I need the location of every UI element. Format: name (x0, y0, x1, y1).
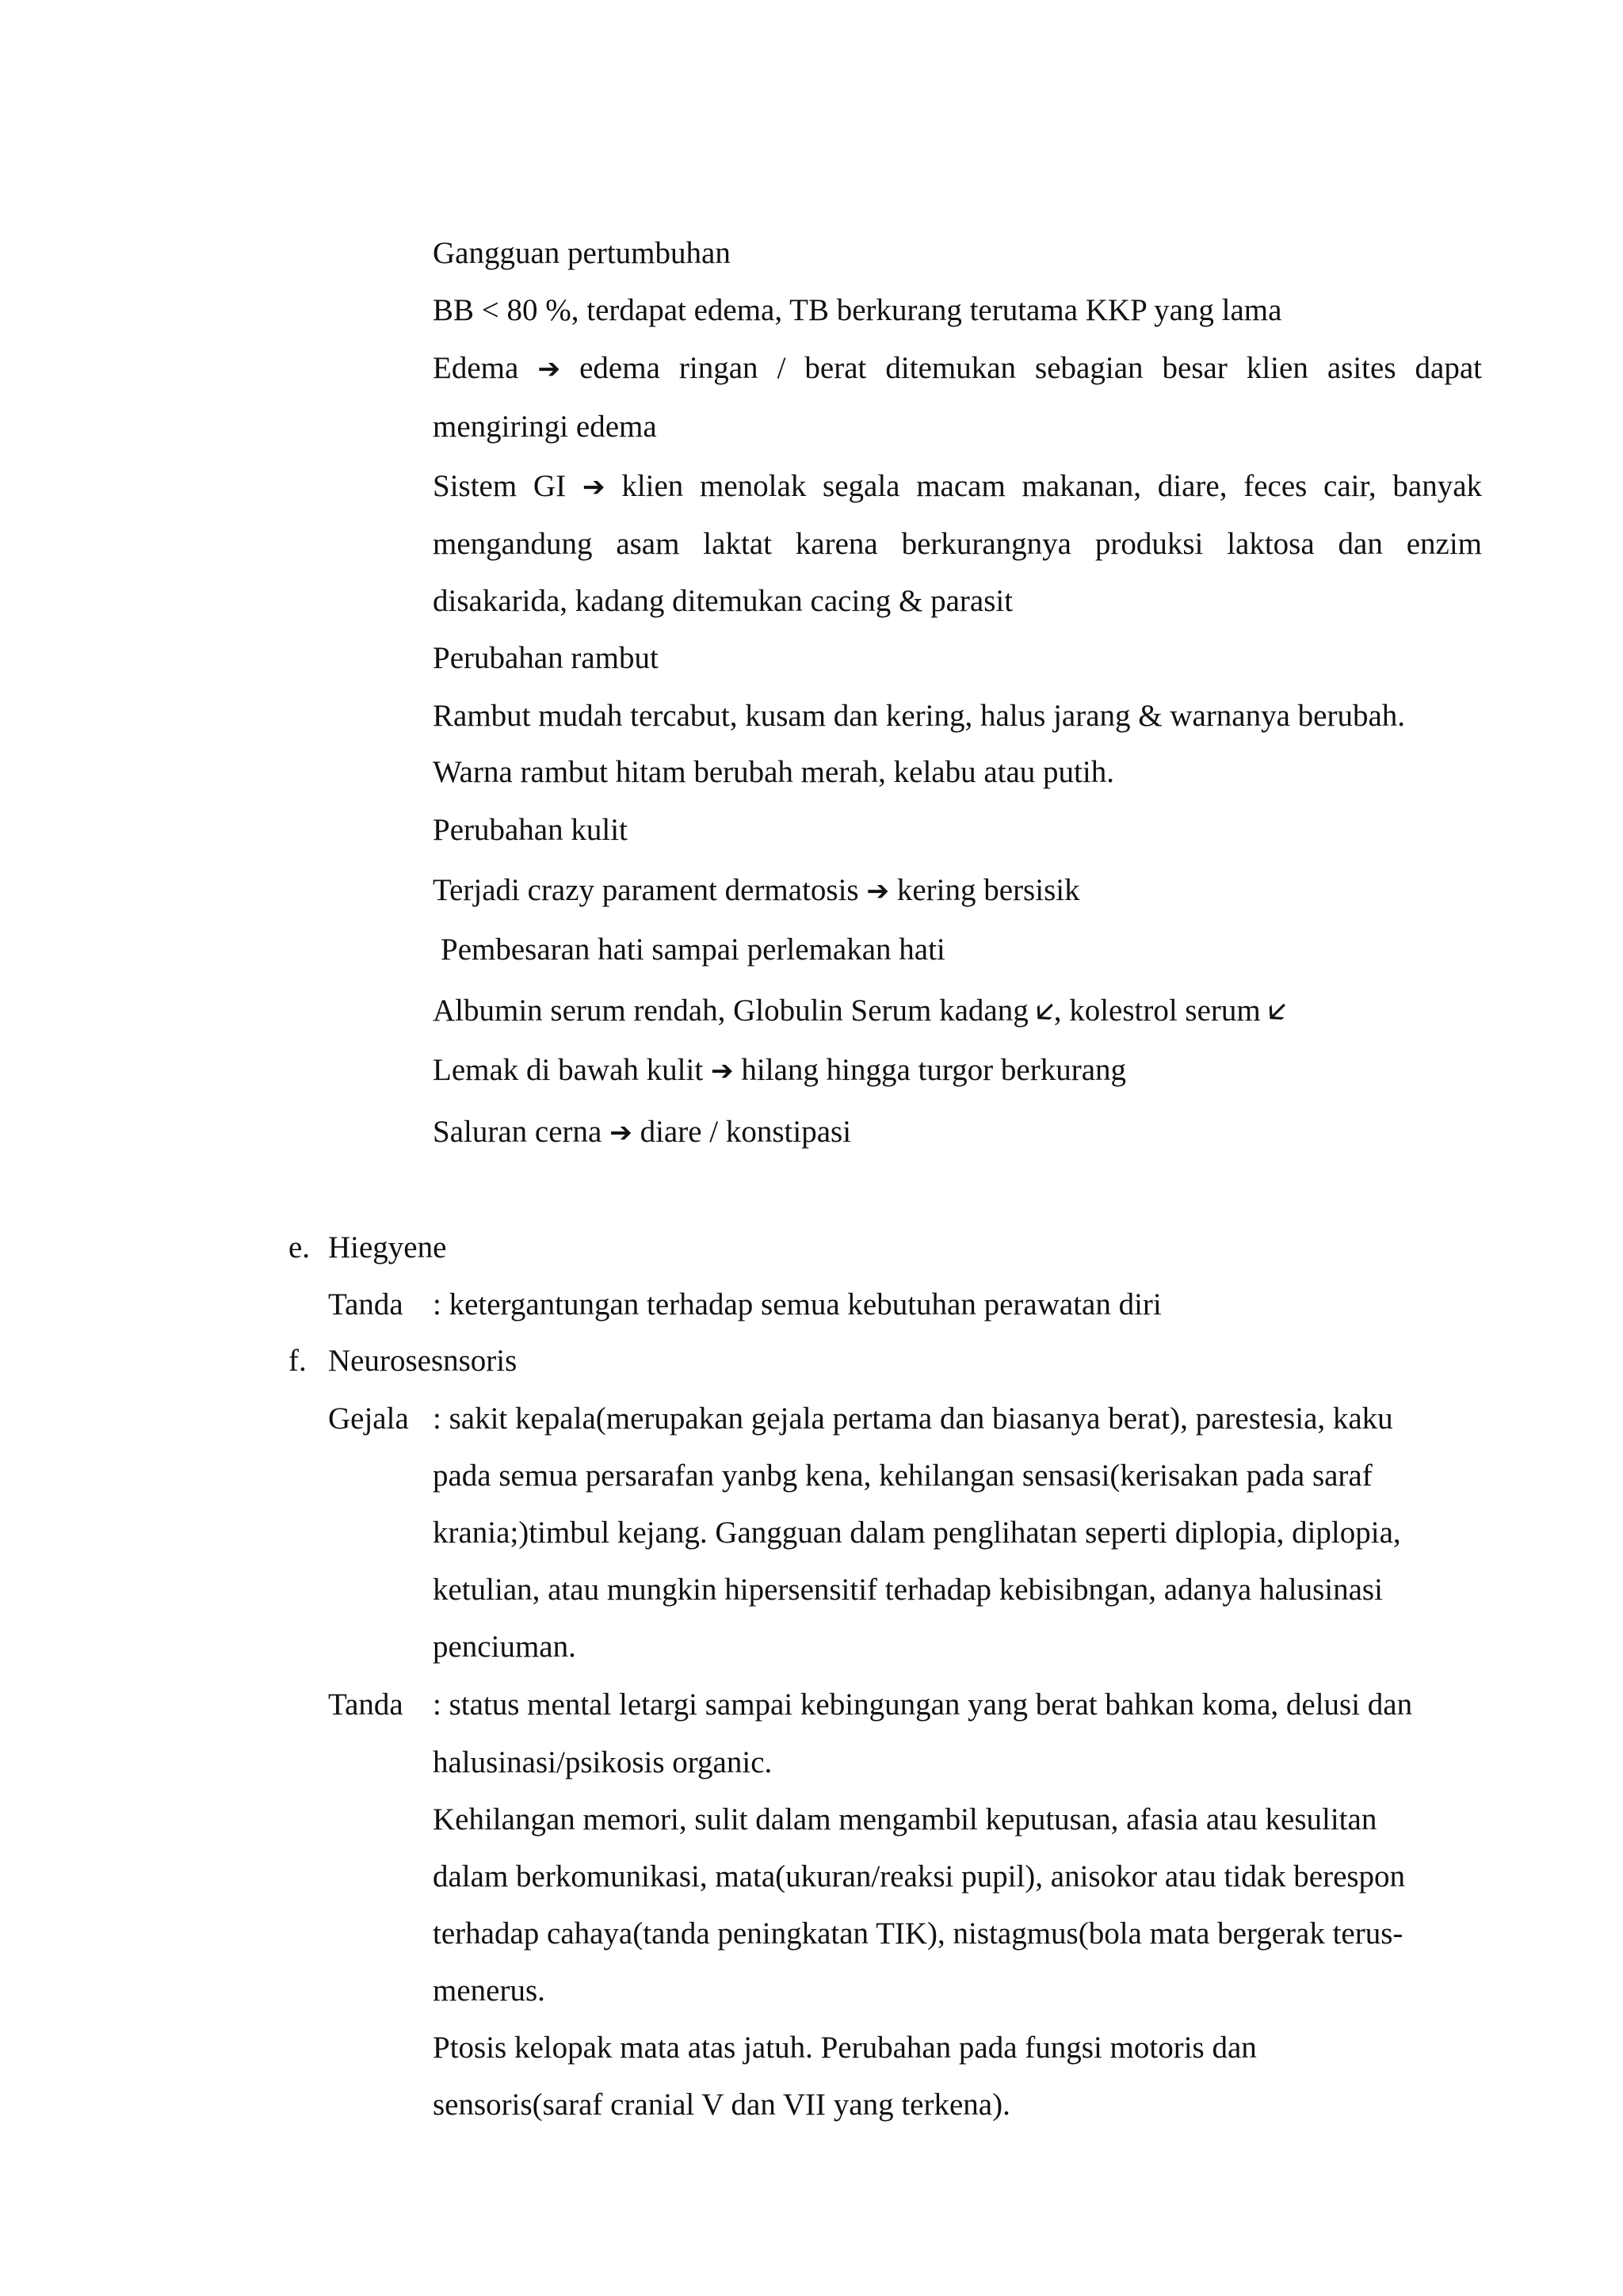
text: mengandung asam laktat karena berkurangnya produksi laktosa dan enzim (433, 527, 1482, 561)
line-terjadi-crazy (433, 875, 1080, 906)
text: Rambut mudah tercabut, kusam dan kering, halus jarang & warnanya berubah. (433, 699, 1406, 733)
section-f-gejala-label: Gejala (328, 1402, 409, 1436)
section-e-tanda-label: Tanda (328, 1287, 403, 1322)
line-albumin (433, 995, 1286, 1026)
text: Warna rambut hitam berubah merah, kelabu atau putih. (433, 755, 1114, 789)
line-pembesaran-hati (441, 934, 945, 965)
text: Pembesaran hati sampai perlemakan hati (441, 933, 945, 967)
line-mengiringi (433, 411, 657, 442)
text: , kolestrol serum (1053, 994, 1261, 1028)
arrow-right-icon: ➔ (866, 875, 890, 907)
arrow-down-left-icon: 🡧 (1268, 996, 1286, 1028)
section-f-tanda-line: terhadap cahaya(tanda peningkatan TIK), nistagmus(bola mata bergerak terus- (433, 1917, 1403, 1951)
line-saluran-cerna (433, 1116, 851, 1147)
section-f-tanda-line: dalam berkomunikasi, mata(ukuran/reaksi pupil), anisokor atau tidak berespon (433, 1859, 1406, 1894)
section-f-tanda-line: halusinasi/psikosis organic. (433, 1745, 773, 1779)
arrow-down-left-icon: 🡧 (1036, 996, 1054, 1028)
line-edema (433, 353, 1482, 383)
section-e-tanda-text: : ketergantungan terhadap semua kebutuhan perawatan diri (433, 1287, 1162, 1322)
text: Perubahan rambut (433, 641, 659, 675)
line-sistem-gi (433, 471, 1482, 502)
section-f-gejala-line: krania;)timbul kejang. Gangguan dalam penglihatan seperti diplopia, diplopia, (433, 1516, 1401, 1550)
section-f-tanda-label: Tanda (328, 1688, 403, 1722)
section-f-tanda-line: : status mental letargi sampai kebingungan yang berat bahkan koma, delusi dan (433, 1688, 1413, 1722)
section-f-gejala-line: pada semua persarafan yanbg kena, kehilangan sensasi(kerisakan pada saraf (433, 1459, 1373, 1493)
line-gangguan-pertumbuhan (433, 238, 731, 269)
text: hilang hingga turgor berkurang (741, 1053, 1126, 1087)
section-f-tanda-line: Ptosis kelopak mata atas jatuh. Perubahan pada fungsi motoris dan (433, 2031, 1257, 2065)
text: Edema (433, 351, 519, 385)
arrow-right-icon: ➔ (710, 1055, 734, 1087)
line-perubahan-rambut (433, 643, 659, 673)
text: Perubahan kulit (433, 813, 628, 847)
section-f-gejala-line: : sakit kepala(merupakan gejala pertama dan biasanya berat), parestesia, kaku (433, 1402, 1393, 1436)
text: mengiringi edema (433, 410, 657, 444)
section-f-tanda-line: sensoris(saraf cranial V dan VII yang terkena). (433, 2088, 1010, 2122)
text: BB < 80 %, terdapat edema, TB berkurang terutama KKP yang lama (433, 293, 1282, 327)
text: kering bersisik (896, 873, 1080, 907)
line-bb (433, 295, 1281, 326)
line-lemak (433, 1055, 1126, 1085)
text: Gangguan pertumbuhan (433, 236, 731, 270)
line-warna-rambut (433, 757, 1114, 788)
line-perubahan-kulit (433, 814, 628, 845)
text: disakarida, kadang ditemukan cacing & parasit (433, 584, 1014, 618)
section-f-marker: f. (288, 1344, 307, 1378)
arrow-right-icon: ➔ (537, 353, 561, 385)
text: klien menolak segala macam makanan, diare, feces cair, banyak (621, 469, 1483, 503)
section-f-tanda-line: menerus. (433, 1974, 545, 2008)
text: Lemak di bawah kulit (433, 1053, 704, 1087)
section-f-gejala-line: penciuman. (433, 1630, 576, 1664)
arrow-right-icon: ➔ (582, 471, 605, 503)
text: Terjadi crazy parament dermatosis (433, 873, 859, 907)
section-f-tanda-line: Kehilangan memori, sulit dalam mengambil keputusan, afasia atau kesulitan (433, 1802, 1377, 1836)
text: Albumin serum rendah, Globulin Serum kadang (433, 994, 1029, 1028)
text: edema ringan / berat ditemukan sebagian besar klien asites dapat (579, 351, 1482, 385)
section-f-title: Neurosesnsoris (328, 1344, 517, 1378)
arrow-right-icon: ➔ (609, 1117, 632, 1149)
text: diare / konstipasi (640, 1115, 852, 1149)
text: Saluran cerna (433, 1115, 602, 1149)
section-e-marker: e. (288, 1230, 311, 1264)
line-mengandung (433, 528, 1482, 559)
line-disakarida (433, 585, 1013, 616)
text: Sistem GI (433, 469, 567, 503)
line-rambut-mudah (433, 700, 1405, 731)
section-f-gejala-line: ketulian, atau mungkin hipersensitif terhadap kebisibngan, adanya halusinasi (433, 1573, 1383, 1607)
section-e-title: Hiegyene (328, 1230, 447, 1264)
